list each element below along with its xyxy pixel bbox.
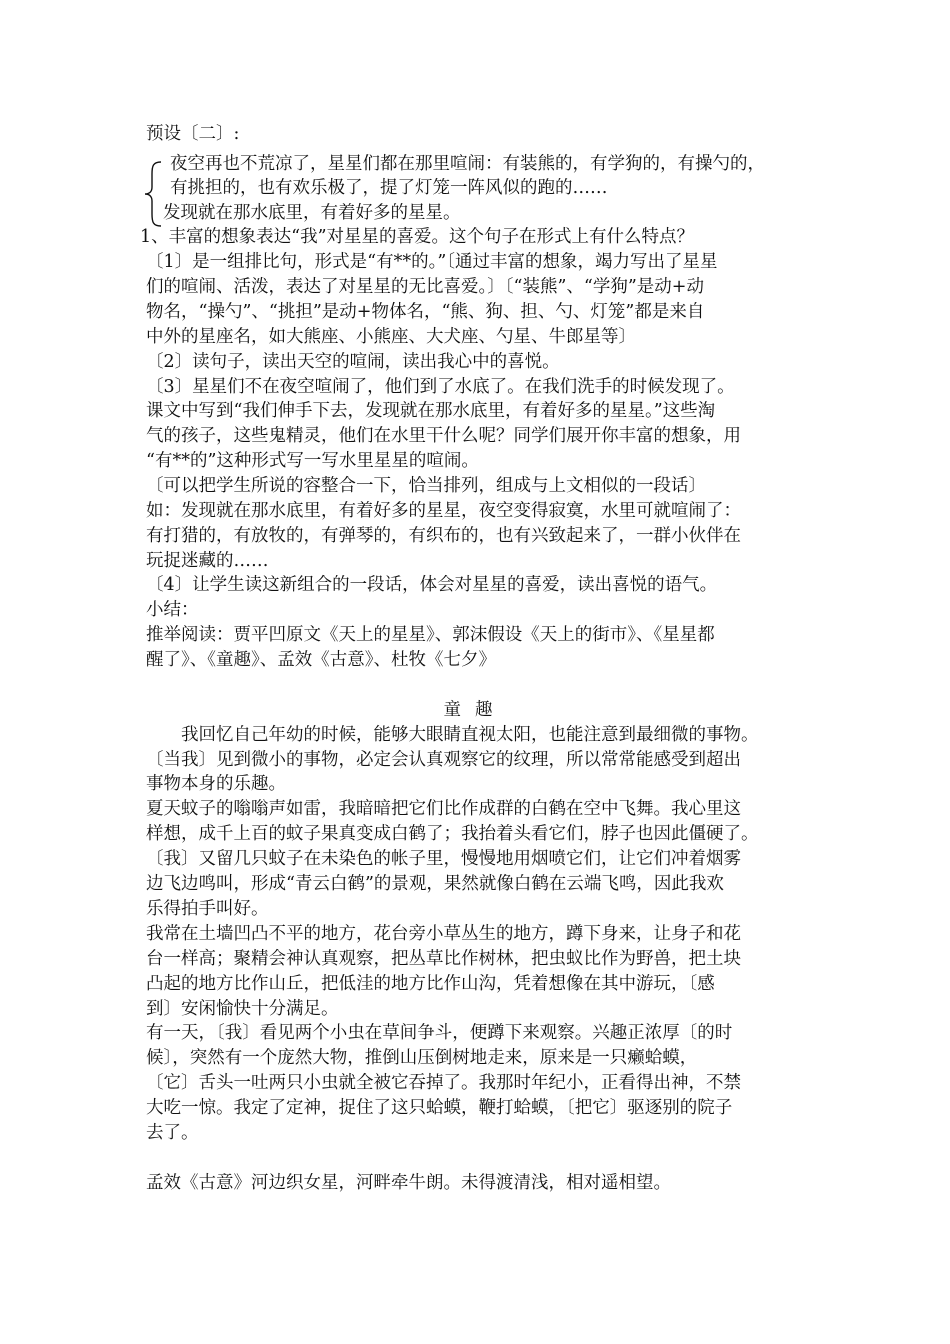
section-line: 〔4〕让学生读这新组合的一段话，体会对星星的喜爱，读出喜悦的语气。 bbox=[146, 575, 718, 595]
closing-line: 孟效《古意》河边织女星，河畔牵牛朗。未得渡清浅，相对遥相望。 bbox=[146, 1173, 671, 1193]
section-line: 〔2〕读句子，读出天空的喧闹，读出我心中的喜悦。 bbox=[146, 352, 560, 372]
article-line: 去了。 bbox=[146, 1123, 199, 1143]
curly-brace-icon bbox=[143, 160, 165, 228]
bracketed-line: 发现就在那水底里，有着好多的星星。 bbox=[163, 203, 461, 223]
section-line: 1、丰富的想象表达“我”对星星的喜爱。这个句子在形式上有什么特点？ bbox=[140, 227, 695, 247]
section-line: 推举阅读：贾平凹原文《天上的星星》、郭沫假设《天上的街市》、《星星都 bbox=[146, 625, 715, 645]
article-line: 乐得拍手叫好。 bbox=[146, 899, 269, 919]
section-line: 〔3〕星星们不在夜空喧闹了，他们到了水底了。在我们洗手的时候发现了。 bbox=[146, 377, 735, 397]
article-title: 童趣 bbox=[443, 700, 507, 720]
section-line: 物名，“操勺”、“挑担”是动+物体名，“熊、狗、担、勺、灯笼”都是来自 bbox=[146, 302, 705, 322]
section-line: 醒了》、《童趣》、孟效《古意》、杜牧《七夕》 bbox=[146, 650, 496, 670]
bracketed-line: 有挑担的，也有欢乐极了，提了灯笼一阵风似的跑的…… bbox=[170, 178, 608, 198]
article-line: 有一天，〔我〕看见两个小虫在草间争斗，便蹲下来观察。兴趣正浓厚〔的时 bbox=[146, 1023, 733, 1043]
article-line: 我常在土墙凹凸不平的地方，花台旁小草丛生的地方，蹲下身来，让身子和花 bbox=[146, 924, 741, 944]
section-line: 有打猎的，有放牧的，有弹琴的，有织布的，也有兴致起来了，一群小伙伴在 bbox=[146, 526, 741, 546]
section-line: 〔可以把学生所说的容整合一下，恰当排列，组成与上文相似的一段话〕 bbox=[146, 476, 706, 496]
article-line: 台一样高；聚精会神认真观察，把丛草比作树林，把虫蚁比作为野兽，把土块 bbox=[146, 949, 741, 969]
article-line: 大吃一惊。我定了定神，捉住了这只蛤蟆，鞭打蛤蟆，〔把它〕驱逐别的院子 bbox=[146, 1098, 733, 1118]
section-line: 课文中写到“我们伸手下去，发现就在那水底里，有着好多的星星。”这些淘 bbox=[146, 401, 716, 421]
section-line: 如：发现就在那水底里，有着好多的星星，夜空变得寂寞，水里可就喧闹了： bbox=[146, 501, 741, 521]
article-line: 事物本身的乐趣。 bbox=[146, 774, 286, 794]
bracketed-line: 夜空再也不荒凉了，星星们都在那里喧闹：有装熊的，有学狗的，有操勺的， bbox=[170, 154, 765, 174]
article-line: 〔当我〕见到微小的事物，必定会认真观察它的纹理，所以常常能感受到超出 bbox=[146, 750, 741, 770]
section-line: “有**的”这种形式写一写水里星星的喧闹。 bbox=[146, 451, 479, 471]
section-line: 气的孩子，这些鬼精灵，他们在水里干什么呢？同学们展开你丰富的想象，用 bbox=[146, 426, 741, 446]
article-line: 边飞边鸣叫，形成“青云白鹤”的景观，果然就像白鹤在云端飞鸣，因此我欢 bbox=[146, 874, 724, 894]
section-line: 中外的星座名，如大熊座、小熊座、大犬座、勺星、牛郎星等〕 bbox=[146, 327, 636, 347]
section-line: 玩捉迷藏的…… bbox=[146, 551, 269, 571]
preset-title: 预设〔二〕: bbox=[146, 124, 240, 144]
article-line: 到〕安闲愉快十分满足。 bbox=[146, 999, 339, 1019]
article-line: 〔它〕舌头一吐两只小虫就全被它吞掉了。我那时年纪小，正看得出神，不禁 bbox=[146, 1073, 741, 1093]
section-line: 〔1〕是一组排比句，形式是“有**的。”〔通过丰富的想象，竭力写出了星星 bbox=[146, 252, 718, 272]
section-line: 们的喧闹、活泼，表达了对星星的无比喜爱。〕〔“装熊”、“学狗”是动+动 bbox=[146, 277, 704, 297]
article-line: 候〕，突然有一个庞然大物，推倒山压倒树地走来，原来是一只癞蛤蟆， bbox=[146, 1048, 698, 1068]
article-line: 〔我〕又留几只蚊子在未染色的帐子里，慢慢地用烟喷它们，让它们冲着烟雾 bbox=[146, 849, 741, 869]
article-line: 夏天蚊子的嗡嗡声如雷，我暗暗把它们比作成群的白鹤在空中飞舞。我心里这 bbox=[146, 799, 741, 819]
article-line: 凸起的地方比作山丘，把低洼的地方比作山沟，凭着想像在其中游玩，〔感 bbox=[146, 974, 715, 994]
section-line: 小结： bbox=[146, 600, 199, 620]
article-line: 我回忆自己年幼的时候，能够大眼睛直视太阳，也能注意到最细微的事物。 bbox=[146, 725, 759, 745]
article-line: 样想，成千上百的蚊子果真变成白鹤了；我抬着头看它们，脖子也因此僵硬了。 bbox=[146, 824, 759, 844]
